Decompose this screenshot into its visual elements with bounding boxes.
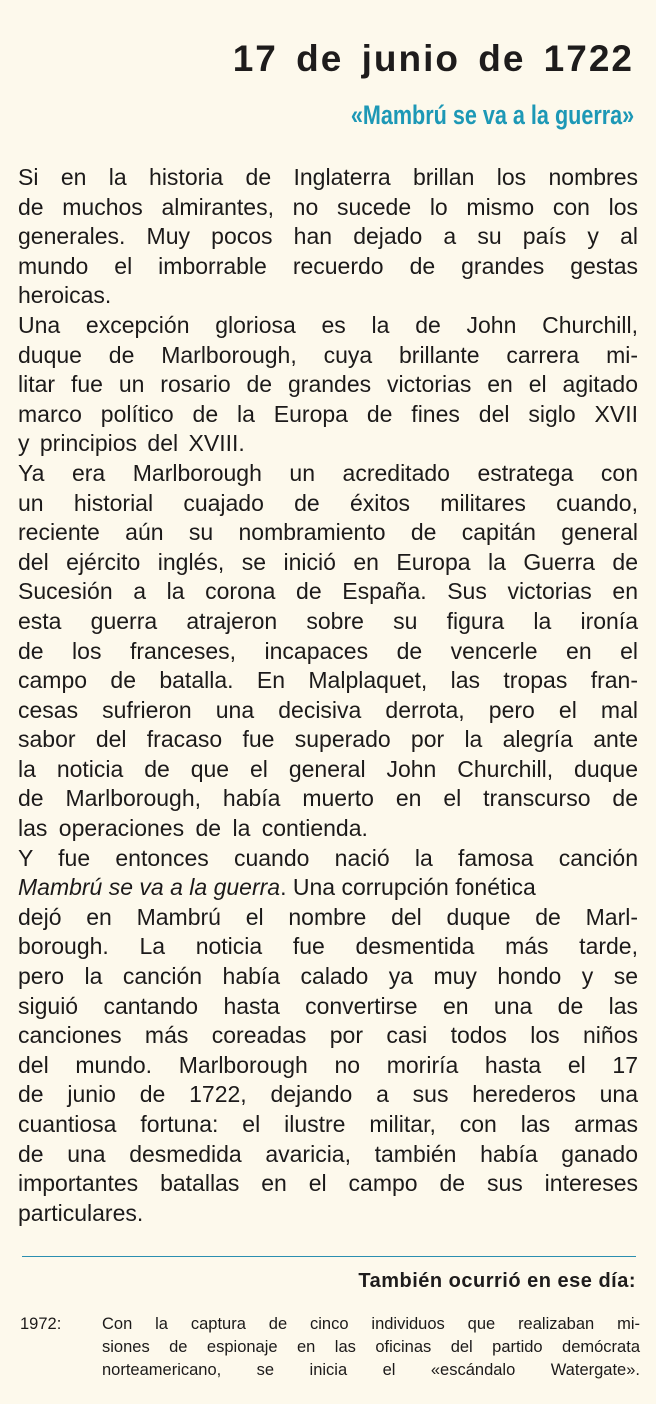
event-line: Con la captura de cinco individuos que realizaban mi- bbox=[102, 1315, 640, 1333]
text-line: Sucesión a la corona de España. Sus victorias en bbox=[18, 578, 638, 605]
text-line: litar fue un rosario de grandes victorias en el agitado bbox=[18, 371, 638, 398]
text-line: cuantiosa fortuna: el ilustre militar, con las armas bbox=[18, 1111, 638, 1137]
text-line: de junio de 1722, dejando a sus herederos una bbox=[18, 1081, 638, 1108]
event-text bbox=[102, 1313, 640, 1382]
text-line: generales. Muy pocos han dejado a su país y al bbox=[18, 223, 638, 250]
section-divider bbox=[22, 1256, 636, 1257]
text-line: reciente aún su nombramiento de capitán general bbox=[18, 519, 638, 546]
text-line: Ya era Marlborough un acreditado estratega con bbox=[18, 459, 638, 486]
text-line: importantes batallas en el campo de sus intereses bbox=[18, 1170, 638, 1197]
text-line: de una desmedida avaricia, también había ganado bbox=[18, 1140, 638, 1167]
text-line: dejó en Mambrú el nombre del duque de Marl- bbox=[18, 903, 638, 930]
song-title: Mambrú se va a la guerra bbox=[18, 874, 281, 901]
event-line: siones de espionaje en las oficinas del partido demócrata bbox=[102, 1338, 640, 1356]
article-body bbox=[18, 163, 638, 1228]
text-line: pero la canción había calado ya muy hondo y se bbox=[18, 963, 638, 990]
text-line: Si en la historia de Inglaterra brillan los nombres bbox=[18, 164, 638, 190]
event-line: norteamericano, se inicia el «escándalo Watergate». bbox=[102, 1361, 640, 1379]
text-line: cesas sufrieron una decisiva derrota, pero el mal bbox=[18, 696, 638, 723]
text-line: mundo el imborrable recuerdo de grandes gestas bbox=[18, 252, 638, 279]
text-line: canciones más coreadas por casi todos los niños bbox=[18, 1022, 638, 1049]
event-year: 1972: bbox=[20, 1315, 62, 1333]
text-line: borough. La noticia fue desmentida más tarde, bbox=[18, 933, 638, 960]
text-line: heroicas. bbox=[18, 282, 112, 309]
date-title: 17 de junio de 1722 bbox=[232, 38, 634, 79]
article-subtitle: «Mambrú se va a la guerra» bbox=[350, 100, 634, 130]
also-heading: También ocurrió en ese día: bbox=[358, 1270, 636, 1292]
text-line: del ejército inglés, se inició en Europa la Guerra de bbox=[18, 548, 638, 575]
text-line: un historial cuajado de éxitos militares cuando, bbox=[18, 489, 638, 516]
text-line: las operaciones de la contienda. bbox=[18, 815, 368, 842]
text-line: marco político de la Europa de fines del siglo XVII bbox=[18, 400, 638, 427]
text-line: campo de batalla. En Malplaquet, las tropas fran- bbox=[18, 667, 638, 694]
text-line: Y fue entonces cuando nació la famosa canción bbox=[18, 844, 638, 871]
text-line: del mundo. Marlborough no moriría hasta el 17 bbox=[18, 1051, 638, 1078]
text-line: sabor del fracaso fue superado por la alegría ante bbox=[18, 726, 638, 753]
text-line: de muchos almirantes, no sucede lo mismo con los bbox=[18, 193, 638, 220]
text-line: siguió cantando hasta convertirse en una de las bbox=[18, 992, 638, 1019]
text-line: de Marlborough, había muerto en el transcurso de bbox=[18, 785, 638, 812]
text-line: esta guerra atrajeron sobre su figura la ironía bbox=[18, 607, 638, 634]
text-line: y principios del XVIII. bbox=[18, 430, 245, 457]
text-line: particulares. bbox=[18, 1199, 144, 1226]
text-line bbox=[18, 873, 638, 903]
text-line: de los franceses, incapaces de vencerle en el bbox=[18, 637, 638, 664]
text-line: Una excepción gloriosa es la de John Churchill, bbox=[18, 311, 638, 338]
text-line: la noticia de que el general John Churchill, duque bbox=[18, 755, 638, 782]
text-line: duque de Marlborough, cuya brillante carrera mi- bbox=[18, 341, 638, 368]
text-fragment: . Una corrupción fonética bbox=[280, 874, 536, 901]
